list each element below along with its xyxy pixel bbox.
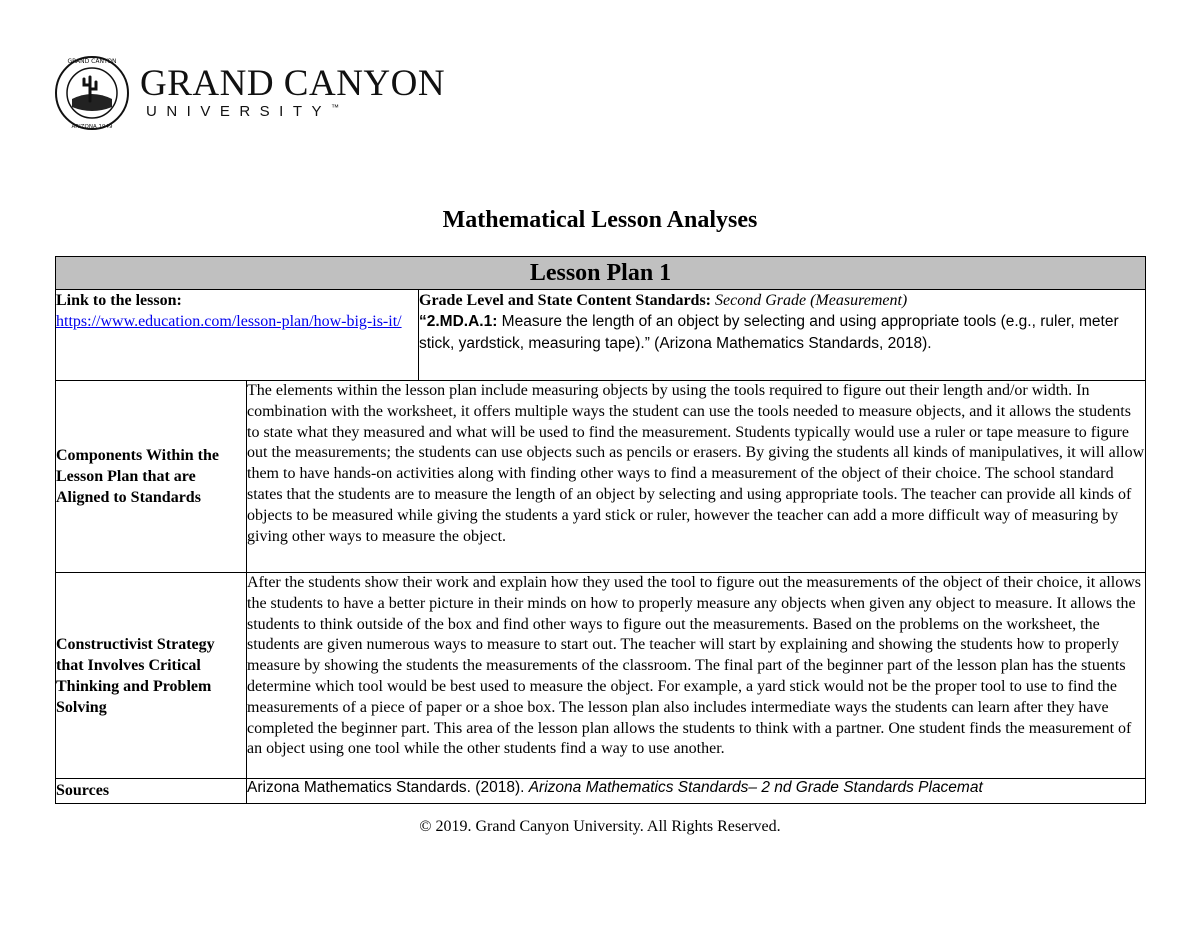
grade-standards-cell bbox=[419, 290, 1146, 381]
components-label: Components Within the Lesson Plan that are Aligned to Standards bbox=[56, 381, 247, 573]
sources-text: Arizona Mathematics Standards. (2018). Arizona Mathematics Standards– 2 nd Grade Standards Placemat bbox=[247, 779, 1146, 804]
sources-label: Sources bbox=[56, 779, 247, 804]
standard-text: “2.MD.A.1: Measure the length of an object by selecting and using appropriate tools (e.g., ruler, meter stick, yardstick, measuring tape).” (Arizona Mathematics Standards, 2018). bbox=[419, 313, 1119, 352]
university-logo bbox=[54, 55, 445, 131]
copyright-footer: © 2019. Grand Canyon University. All Rights Reserved. bbox=[419, 818, 781, 835]
lesson-link-cell bbox=[56, 290, 419, 381]
document-title: Mathematical Lesson Analyses bbox=[442, 207, 758, 233]
brand-name: GRAND CANYON bbox=[140, 62, 446, 104]
grade-value: Second Grade (Measurement) bbox=[715, 292, 908, 309]
grade-label: Grade Level and State Content Standards: bbox=[419, 292, 712, 309]
strategy-label: Constructivist Strategy that Involves Critical Thinking and Problem Solving bbox=[56, 573, 247, 779]
svg-text:GRAND CANYON: GRAND CANYON bbox=[67, 58, 117, 65]
university-seal-icon bbox=[54, 55, 130, 131]
lesson-plan-table bbox=[55, 256, 1146, 804]
brand-subtitle: UNIVERSITY™ bbox=[146, 102, 340, 120]
lesson-link[interactable]: https://www.education.com/lesson-plan/how-big-is-it/ bbox=[56, 313, 402, 330]
components-text: The elements within the lesson plan include measuring objects by using the tools required to figure out their length and/or width. In combination with the worksheet, it offers multiple ways the student can use the tools needed to measure objects, and it allows the students to state what they measured and what will be used to find the measurement. Students typically would use a ruler or tape measure to figure out the measurements; the students can use objects such as pencils or erasers. By giving the students all kinds of manipulatives, it will allow them to have hands-on activities along with finding other ways to find a measurement of the object of their choice. The school standard states that the students are to measure the length of an object by selecting and using appropriate tools. The teacher can provide all kinds of objects to be measured while giving the students a yard stick or ruler, however the teacher can add a more difficult way of measuring by giving other ways to measure the object. bbox=[247, 381, 1146, 573]
lesson-plan-header: Lesson Plan 1 bbox=[56, 257, 1146, 290]
svg-text:ARIZONA 1949: ARIZONA 1949 bbox=[71, 124, 113, 130]
strategy-text: After the students show their work and explain how they used the tool to figure out the measurements of the object of their choice, it allows the students to have a better picture in their minds on how to properly measure any objects when given any object to measure. It allows the students to think outside of the box and find other ways to figure out the measurements. Based on the problems on the worksheet, the students are given numerous ways to measure to start out. The teacher will start by explaining and showing the students how to properly measure by showing the students the measurements of the classroom. The final part of the beginner part of the lesson plan has the stuents determine which tool would be best used to measure the object. For example, a yard stick would not be the proper tool to use to find the measurements of a piece of paper or a shoe box. The lesson plan also includes intermediate ways the students can learn after they have completed the beginner part. This area of the lesson plan allows the students to think with a partner. One student finds the measurement of an object using one tool while the other students find a way to use another. bbox=[247, 573, 1146, 779]
link-label: Link to the lesson: bbox=[56, 292, 182, 309]
